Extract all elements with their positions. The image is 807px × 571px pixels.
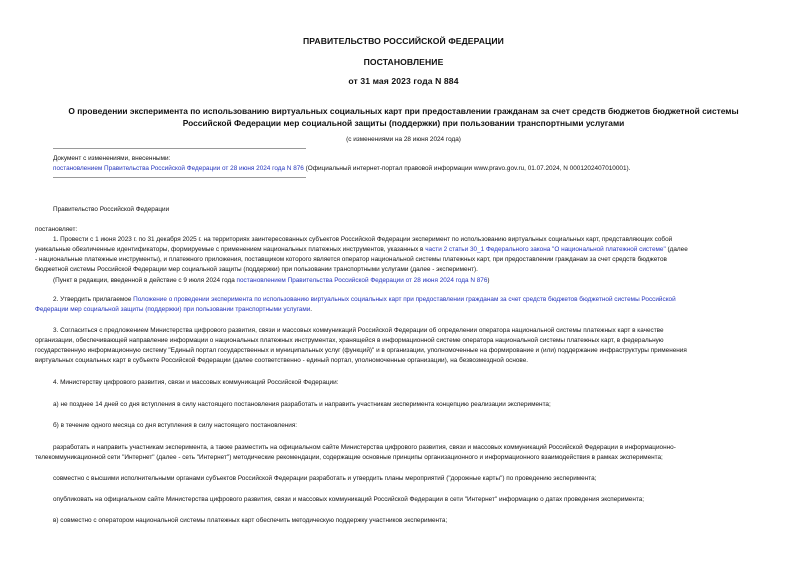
paragraph-1-line-3: - национальные платежные инструменты), и платежного приложения, поставщиком которого является оператор национальной системы платежных карт, при предоставлении гражданам за счет средств бюджетов — [35, 256, 667, 263]
paragraph-2-line-2 — [35, 305, 312, 315]
government-heading: ПРАВИТЕЛЬСТВО РОССИЙСКОЙ ФЕДЕРАЦИИ — [303, 36, 504, 46]
paragraph-1-text-tail: (далее — [665, 246, 688, 253]
paragraph-1-line-4: бюджетной системы Российской Федерации мер социальной защиты (поддержки) при пользовании транспортными услугами (далее - эксперимент). — [35, 266, 478, 273]
paragraph-1-note — [53, 276, 490, 286]
regulation-link[interactable]: Положение о проведении эксперимента по использованию виртуальных социальных карт при предоставлении гражданам за счет средств бюджетов бюджетной системы Российской — [133, 296, 676, 303]
amendments-entry — [53, 164, 630, 174]
title-line-1: О проведении эксперимента по использованию виртуальных социальных карт при предоставлении гражданам за счет средств бюджетов бюджетной системы — [68, 106, 739, 116]
paragraph-4: 4. Министерству цифрового развития, связи и массовых коммуникаций Российской Федерации: — [53, 379, 339, 386]
paragraph-1-line-2 — [35, 245, 688, 255]
revision-status: (с изменениями на 28 июня 2024 года) — [346, 136, 461, 143]
paragraph-1-line-1: 1. Провести с 1 июня 2023 г. по 31 декабря 2025 г. на территориях заинтересованных субъектов Российской Федерации эксперимент по использованию виртуальных социальных карт, представляющих собой — [53, 236, 673, 243]
issuer-text: Правительство Российской Федерации — [53, 206, 170, 213]
paragraph-3-line-3: государственную информационную систему "Единый портал государственных и муниципальных услуг (функций)" и в организации, уполномоченные на формирование и (или) поддержание инфраструктуры применения — [35, 347, 687, 354]
paragraph-2-text: 2. Утвердить прилагаемое — [53, 296, 134, 303]
bottom-divider — [53, 177, 306, 178]
document-title — [30, 105, 777, 129]
top-divider — [53, 148, 306, 149]
paragraph-4b2: совместно с высшими исполнительными органами субъектов Российской Федерации разработать и утвердить планы мероприятий ("дорожные карты") по проведению эксперимента; — [53, 475, 597, 482]
paragraph-4b3: опубликовать на официальном сайте Министерства цифрового развития, связи и массовых коммуникаций Российской Федерации в сети "Интернет" информацию о датах проведения эксперимента; — [53, 496, 645, 503]
amendment-link[interactable]: постановлением Правительства Российской Федерации от 28 июня 2024 года N 876 — [53, 165, 304, 172]
paragraph-2-period: . — [310, 306, 313, 313]
amendment-publication: (Официальный интернет-портал правовой информации www.pravo.gov.ru, 01.07.2024, N 0001202407010001). — [303, 165, 631, 172]
date-number-heading: от 31 мая 2023 года N 884 — [348, 76, 459, 86]
paragraph-4b1-line-2: телекоммуникационной сети "Интернет" (далее - сеть "Интернет") методические рекомендации, содержащие основные принципы организационного и информационного взаимодействия в рамках эксперимента; — [35, 454, 663, 461]
paragraph-4b1-line-1: разработать и направить участникам эксперимента, а также разместить на официальном сайте Министерства цифрового развития, связи и массовых коммуникаций Российской Федерации в информационно- — [53, 444, 676, 451]
paragraph-3-line-1: 3. Согласиться с предложением Министерства цифрового развития, связи и массовых коммуникаций Российской Федерации об определении оператора национальной системы платежных карт в качестве — [53, 327, 664, 334]
paragraph-2-line-1 — [53, 295, 676, 305]
paragraph-1-text: уникальные обезличенные идентификаторы, формируемые с применением национальных платежных инструментов, указанных в — [35, 246, 426, 253]
regulation-link-continued[interactable]: Федерации мер социальной защиты (поддержки) при пользовании транспортными услугами — [35, 306, 311, 313]
paragraph-4a: а) не позднее 14 дней со дня вступления в силу настоящего постановления разработать и направить участникам эксперимента концепцию реализации эксперимента; — [53, 401, 551, 408]
paragraph-4b: б) в течение одного месяца со дня вступления в силу настоящего постановления: — [53, 422, 298, 429]
document-type-heading: ПОСТАНОВЛЕНИЕ — [363, 57, 444, 67]
resolves-text: постановляет: — [35, 226, 78, 233]
paragraph-3-line-2: организации, обеспечивающей направление информации о национальных платежных инструментах, хранящейся в информационной системе оператора национальной системы платежных карт, в федеральную — [35, 337, 664, 344]
federal-law-link[interactable]: части 2 статьи 30_1 Федерального закона "О национальной платежной системе" — [425, 246, 666, 253]
paragraph-3-line-4: виртуальных социальных карт в субъекте Российской Федерации (далее соответственно - единый портал, уполномоченные организации), на безвозмездной основе. — [35, 357, 529, 364]
note-text: (Пункт в редакции, введенной в действие с 9 июля 2024 года — [53, 277, 237, 284]
title-line-2: Российской Федерации мер социальной защиты (поддержки) при пользовании транспортными услугами — [182, 118, 625, 128]
paragraph-4c: в) совместно с оператором национальной системы платежных карт обеспечить методическую поддержку участников эксперимента; — [53, 517, 448, 524]
amendments-label: Документ с изменениями, внесенными: — [53, 155, 171, 162]
note-close: ) — [487, 277, 490, 284]
note-amendment-link[interactable]: постановлением Правительства Российской Федерации от 28 июня 2024 года N 876 — [236, 277, 488, 284]
